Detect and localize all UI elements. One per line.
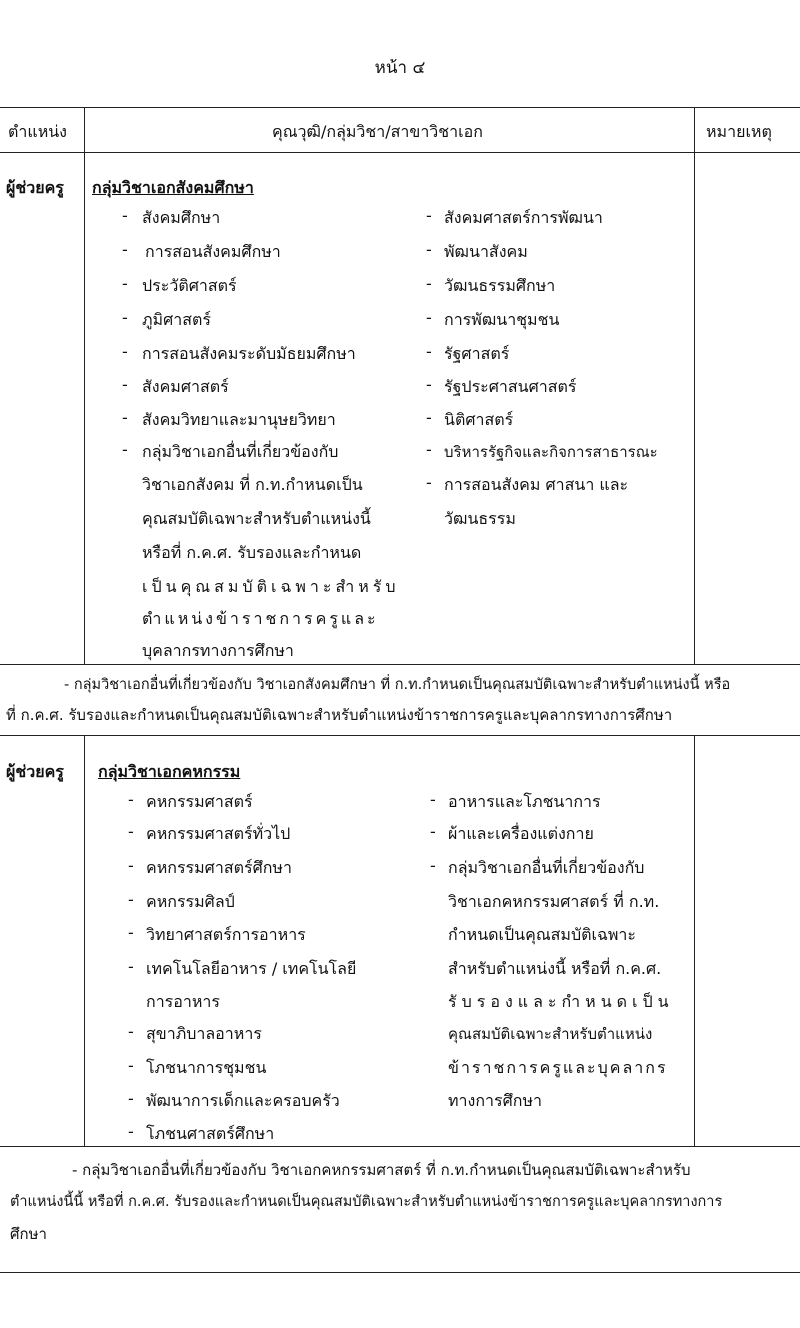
section2-note-line-2: ตำแหน่งนี้นี้ หรือที่ ก.ค.ศ. รับรองและกำหนดเป็นคุณสมบัติเฉพาะสำหรับตำแหน่งข้าราชการครูและบุคลากรทางการ (10, 1194, 723, 1210)
bullet: - (426, 408, 432, 427)
list-item: นิติศาสตร์ (444, 410, 514, 429)
header-qualification: คุณวุฒิ/กลุ่มวิชา/สาขาวิชาเอก (272, 122, 483, 141)
list-item: การพัฒนาชุมชน (444, 310, 560, 329)
list-item: สังคมศึกษา (142, 208, 221, 227)
column-divider-2 (694, 107, 695, 664)
list-item: พัฒนาสังคม (444, 242, 528, 261)
bullet: - (122, 408, 128, 427)
list-item: สังคมศาสตร์การพัฒนา (444, 208, 603, 227)
list-item: คุณสมบัติเฉพาะสำหรับตำแหน่งนี้ (142, 509, 371, 528)
list-item: วัฒนธรรมศึกษา (444, 276, 556, 295)
column-divider-1 (84, 107, 85, 664)
section2-note-line-1: - กลุ่มวิชาเอกอื่นที่เกี่ยวข้องกับ วิชาเอกคหกรรมศาสตร์ ที่ ก.ท.กำหนดเป็นคุณสมบัติเฉพาะสำหรับ (72, 1161, 691, 1179)
column-divider-1b (84, 735, 85, 1146)
list-item: กำหนดเป็นคุณสมบัติเฉพาะ (448, 925, 637, 944)
list-item: สังคมศาสตร์ (142, 377, 229, 396)
list-item: วิชาเอกคหกรรมศาสตร์ ที่ ก.ท. (448, 892, 660, 911)
bullet: - (430, 822, 436, 841)
bullet: - (122, 240, 128, 259)
column-divider-2b (694, 735, 695, 1146)
bullet: - (128, 822, 134, 841)
list-item: วัฒนธรรม (444, 509, 516, 528)
list-item: รับรองและกำหนดเป็น (448, 992, 674, 1011)
bullet: - (128, 856, 134, 875)
bullet: - (426, 240, 432, 259)
bullet: - (426, 274, 432, 293)
bullet: - (122, 308, 128, 327)
list-item: คหกรรมศาสตร์ทั่วไป (146, 824, 291, 843)
section1-note-line-2: ที่ ก.ค.ศ. รับรองและกำหนดเป็นคุณสมบัติเฉพาะสำหรับตำแหน่งข้าราชการครูและบุคลากรทางการศึกษา (6, 706, 673, 724)
list-item: บุคลากรทางการศึกษา (142, 641, 294, 660)
list-item: รัฐประศาสนศาสตร์ (444, 377, 577, 396)
list-item: คหกรรมศาสตร์ศึกษา (146, 858, 292, 877)
bullet: - (122, 274, 128, 293)
list-item: ผ้าและเครื่องแต่งกาย (448, 824, 594, 843)
list-item: ข้าราชการครูและบุคลากร (448, 1058, 668, 1077)
table-top-border (0, 107, 800, 108)
list-item: โภชนศาสตร์ศึกษา (146, 1124, 275, 1143)
list-item: การอาหาร (146, 992, 220, 1011)
bullet: - (122, 342, 128, 361)
section2-position: ผู้ช่วยครู (6, 762, 64, 781)
bullet: - (426, 375, 432, 394)
header-position: ตำแหน่ง (8, 122, 67, 141)
list-item: กลุ่มวิชาเอกอื่นที่เกี่ยวข้องกับ (448, 858, 645, 877)
section1-bottom-border (0, 664, 800, 665)
bullet: - (128, 1122, 134, 1141)
bullet: - (122, 375, 128, 394)
list-item: อาหารและโภชนาการ (448, 792, 601, 811)
bullet: - (430, 790, 436, 809)
bullet: - (122, 206, 128, 225)
list-item: ภูมิศาสตร์ (142, 310, 211, 329)
header-remark: หมายเหตุ (706, 122, 772, 141)
section2-bottom-border (0, 1146, 800, 1147)
list-item: คหกรรมศาสตร์ (146, 792, 253, 811)
section1-note-line-1: - กลุ่มวิชาเอกอื่นที่เกี่ยวข้องกับ วิชาเอกสังคมศึกษา ที่ ก.ท.กำหนดเป็นคุณสมบัติเฉพาะสำหรับตำแหน่งนี้ หรือ (64, 677, 731, 693)
list-item: หรือที่ ก.ค.ศ. รับรองและกำหนด (142, 543, 362, 562)
list-item: สำหรับตำแหน่งนี้ หรือที่ ก.ค.ศ. (448, 959, 662, 978)
list-item: การสอนสังคมศึกษา (145, 242, 281, 261)
list-item: เป็นคุณสมบัติเฉพาะสำหรับ (142, 577, 400, 596)
header-bottom-border (0, 152, 800, 153)
list-item: คหกรรมศิลป์ (146, 892, 235, 911)
bullet: - (128, 1022, 134, 1041)
bullet: - (128, 1056, 134, 1075)
section1-position: ผู้ช่วยครู (6, 178, 64, 197)
list-item: ประวัติศาสตร์ (142, 276, 237, 295)
bullet: - (430, 856, 436, 875)
list-item: ตำแหน่งข้าราชการครูและ (142, 609, 379, 628)
bullet: - (128, 1089, 134, 1108)
section1-group-title: กลุ่มวิชาเอกสังคมศึกษา (92, 178, 254, 197)
list-item: พัฒนาการเด็กและครอบครัว (146, 1091, 340, 1110)
list-item: คุณสมบัติเฉพาะสำหรับตำแหน่ง (448, 1025, 653, 1043)
list-item: ทางการศึกษา (448, 1091, 542, 1110)
list-item: รัฐศาสตร์ (444, 344, 510, 363)
list-item: สุขาภิบาลอาหาร (146, 1024, 262, 1043)
page-number: หน้า ๔ (374, 58, 426, 78)
bullet: - (426, 342, 432, 361)
list-item: โภชนาการชุมชน (146, 1058, 267, 1077)
note2-bottom-border (0, 1272, 800, 1273)
list-item: วิชาเอกสังคม ที่ ก.ท.กำหนดเป็น (142, 475, 363, 494)
list-item: สังคมวิทยาและมานุษยวิทยา (142, 410, 336, 429)
section2-group-title: กลุ่มวิชาเอกคหกรรม (98, 762, 241, 781)
bullet: - (426, 206, 432, 225)
note1-bottom-border (0, 735, 800, 736)
bullet: - (128, 957, 134, 976)
bullet: - (426, 440, 432, 459)
list-item: บริหารรัฐกิจและกิจการสาธารณะ (444, 443, 658, 461)
list-item: การสอนสังคม ศาสนา และ (444, 475, 629, 494)
list-item: กลุ่มวิชาเอกอื่นที่เกี่ยวข้องกับ (142, 442, 339, 461)
bullet: - (426, 473, 432, 492)
list-item: วิทยาศาสตร์การอาหาร (146, 925, 306, 944)
bullet: - (128, 923, 134, 942)
bullet: - (128, 790, 134, 809)
bullet: - (128, 890, 134, 909)
list-item: การสอนสังคมระดับมัธยมศึกษา (142, 344, 356, 363)
bullet: - (426, 308, 432, 327)
section2-note-line-3: ศึกษา (10, 1225, 47, 1243)
list-item: เทคโนโลยีอาหาร / เทคโนโลยี (146, 959, 357, 978)
bullet: - (122, 440, 128, 459)
